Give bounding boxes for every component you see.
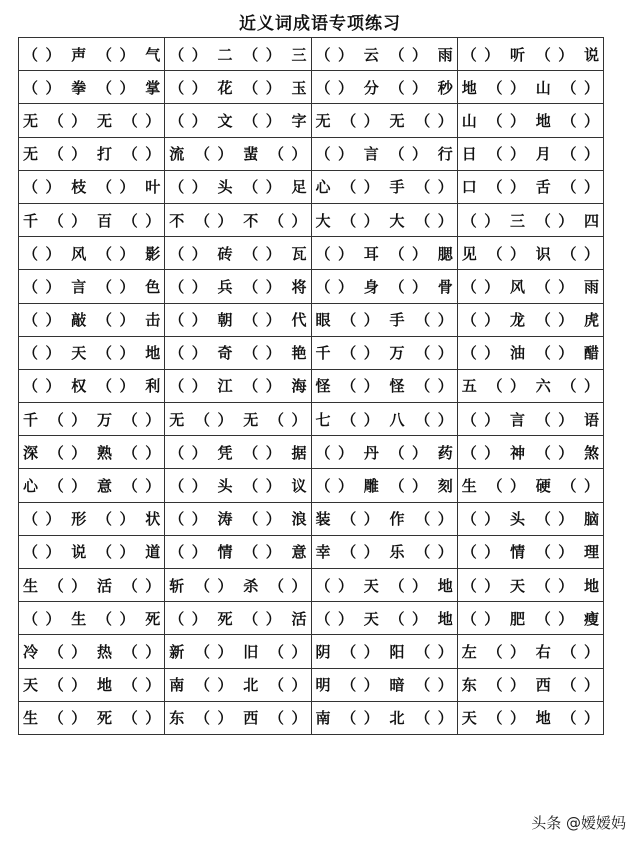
idiom-text: （ ） 分 （ ） 秒 [315,78,453,97]
idiom-cell [19,170,165,203]
idiom-cell [457,535,603,568]
idiom-text: 地 （ ） 山 （ ） [461,78,599,97]
idiom-text: （ ） 头 （ ） 脑 [461,510,599,529]
idiom-cell [457,38,603,71]
idiom-cell [311,502,457,535]
idiom-text: （ ） 涛 （ ） 浪 [169,510,307,529]
idiom-cell [311,203,457,236]
idiom-cell [165,502,311,535]
page-title: 近义词成语专项练习 [239,14,401,34]
worksheet-row [19,535,604,568]
idiom-text: （ ） 头 （ ） 议 [169,477,307,496]
idiom-cell [457,469,603,502]
idiom-text: （ ） 凭 （ ） 据 [169,443,307,462]
idiom-cell [165,602,311,635]
idiom-text: （ ） 死 （ ） 活 [169,609,307,628]
idiom-cell [19,569,165,602]
idiom-cell [165,170,311,203]
idiom-cell [19,502,165,535]
idiom-text: 无 （ ） 无 （ ） [169,410,307,429]
idiom-text: 深 （ ） 熟 （ ） [23,443,161,462]
idiom-text: 生 （ ） 死 （ ） [23,709,161,728]
watermark: 头条 @嫒嫒妈 [531,814,626,832]
idiom-cell [457,701,603,734]
idiom-cell [19,668,165,701]
idiom-text: （ ） 说 （ ） 道 [23,543,161,562]
idiom-cell [165,38,311,71]
idiom-cell [457,336,603,369]
idiom-cell [165,270,311,303]
idiom-cell [19,104,165,137]
idiom-text: （ ） 声 （ ） 气 [23,45,161,64]
idiom-cell [457,668,603,701]
worksheet-row [19,569,604,602]
idiom-text: 南 （ ） 北 （ ） [169,676,307,695]
idiom-cell [311,403,457,436]
idiom-text: （ ） 生 （ ） 死 [23,609,161,628]
idiom-cell [311,38,457,71]
idiom-text: （ ） 天 （ ） 地 [315,576,453,595]
idiom-text: （ ） 兵 （ ） 将 [169,277,307,296]
idiom-text: 新 （ ） 旧 （ ） [169,642,307,661]
idiom-cell [165,668,311,701]
idiom-text: 流 （ ） 蜚 （ ） [169,145,307,164]
idiom-cell [311,71,457,104]
worksheet-row [19,237,604,270]
idiom-text: （ ） 肥 （ ） 瘦 [461,609,599,628]
worksheet-row [19,137,604,170]
idiom-cell [165,336,311,369]
idiom-text: （ ） 形 （ ） 状 [23,510,161,529]
worksheet-row [19,203,604,236]
idiom-text: 东 （ ） 西 （ ） [461,676,599,695]
idiom-text: 日 （ ） 月 （ ） [461,145,599,164]
idiom-text: 无 （ ） 无 （ ） [23,111,161,130]
idiom-cell [19,270,165,303]
idiom-cell [19,203,165,236]
idiom-text: 怪 （ ） 怪 （ ） [315,377,453,396]
idiom-cell [457,203,603,236]
idiom-text: （ ） 雕 （ ） 刻 [315,477,453,496]
idiom-text: （ ） 天 （ ） 地 [315,609,453,628]
idiom-text: 五 （ ） 六 （ ） [461,377,599,396]
worksheet-row [19,336,604,369]
idiom-text: 千 （ ） 百 （ ） [23,211,161,230]
idiom-text: 山 （ ） 地 （ ） [461,111,599,130]
idiom-cell [165,569,311,602]
idiom-text: （ ） 花 （ ） 玉 [169,78,307,97]
idiom-text: 左 （ ） 右 （ ） [461,642,599,661]
idiom-cell [457,104,603,137]
idiom-text: （ ） 言 （ ） 语 [461,410,599,429]
idiom-cell [457,71,603,104]
idiom-cell [311,436,457,469]
idiom-text: （ ） 奇 （ ） 艳 [169,344,307,363]
idiom-text: （ ） 砖 （ ） 瓦 [169,244,307,263]
idiom-cell [19,535,165,568]
idiom-cell [311,270,457,303]
idiom-cell [19,369,165,402]
idiom-text: （ ） 风 （ ） 雨 [461,277,599,296]
idiom-text: 大 （ ） 大 （ ） [315,211,453,230]
idiom-cell [311,569,457,602]
idiom-text: （ ） 枝 （ ） 叶 [23,178,161,197]
idiom-cell [457,369,603,402]
idiom-text: （ ） 二 （ ） 三 [169,45,307,64]
idiom-cell [19,602,165,635]
idiom-text: （ ） 江 （ ） 海 [169,377,307,396]
idiom-cell [457,502,603,535]
idiom-text: 阴 （ ） 阳 （ ） [315,642,453,661]
idiom-text: （ ） 身 （ ） 骨 [315,277,453,296]
idiom-worksheet-table [18,37,604,735]
idiom-cell [311,469,457,502]
idiom-text: 见 （ ） 识 （ ） [461,244,599,263]
idiom-text: 斩 （ ） 杀 （ ） [169,576,307,595]
idiom-cell [19,701,165,734]
idiom-text: 眼 （ ） 手 （ ） [315,311,453,330]
worksheet-row [19,369,604,402]
idiom-cell [311,602,457,635]
worksheet-row [19,701,604,734]
worksheet-row [19,170,604,203]
idiom-cell [311,303,457,336]
idiom-cell [165,104,311,137]
idiom-cell [19,469,165,502]
idiom-cell [311,170,457,203]
idiom-cell [311,535,457,568]
worksheet-row [19,403,604,436]
idiom-cell [19,436,165,469]
idiom-cell [311,369,457,402]
idiom-text: （ ） 听 （ ） 说 [461,45,599,64]
worksheet-row [19,602,604,635]
idiom-text: 心 （ ） 意 （ ） [23,477,161,496]
idiom-text: 七 （ ） 八 （ ） [315,410,453,429]
idiom-text: 装 （ ） 作 （ ） [315,510,453,529]
idiom-cell [19,336,165,369]
idiom-text: （ ） 神 （ ） 煞 [461,443,599,462]
idiom-cell [19,635,165,668]
idiom-text: 心 （ ） 手 （ ） [315,178,453,197]
idiom-text: 生 （ ） 硬 （ ） [461,477,599,496]
idiom-text: （ ） 头 （ ） 足 [169,178,307,197]
idiom-cell [457,602,603,635]
idiom-cell [457,303,603,336]
idiom-cell [165,403,311,436]
idiom-cell [165,436,311,469]
idiom-cell [311,701,457,734]
idiom-cell [457,569,603,602]
idiom-text: （ ） 言 （ ） 色 [23,277,161,296]
worksheet-row [19,502,604,535]
idiom-cell [165,535,311,568]
idiom-text: 千 （ ） 万 （ ） [315,344,453,363]
idiom-cell [311,635,457,668]
idiom-cell [165,701,311,734]
idiom-text: （ ） 拳 （ ） 掌 [23,78,161,97]
idiom-text: （ ） 耳 （ ） 腮 [315,244,453,263]
idiom-cell [457,270,603,303]
worksheet-row [19,38,604,71]
idiom-text: （ ） 三 （ ） 四 [461,211,599,230]
idiom-cell [311,137,457,170]
idiom-cell [19,303,165,336]
idiom-text: 天 （ ） 地 （ ） [461,709,599,728]
idiom-cell [457,137,603,170]
worksheet-row [19,104,604,137]
idiom-cell [457,436,603,469]
idiom-text: （ ） 权 （ ） 利 [23,377,161,396]
worksheet-row [19,303,604,336]
idiom-text: 口 （ ） 舌 （ ） [461,178,599,197]
idiom-cell [165,369,311,402]
worksheet-row [19,71,604,104]
idiom-cell [165,71,311,104]
idiom-text: （ ） 敲 （ ） 击 [23,311,161,330]
idiom-cell [457,403,603,436]
idiom-cell [165,137,311,170]
idiom-text: 天 （ ） 地 （ ） [23,676,161,695]
idiom-cell [19,71,165,104]
idiom-text: 南 （ ） 北 （ ） [315,709,453,728]
worksheet-row [19,436,604,469]
idiom-cell [19,237,165,270]
idiom-cell [19,403,165,436]
idiom-text: 幸 （ ） 乐 （ ） [315,543,453,562]
idiom-cell [311,237,457,270]
idiom-text: 生 （ ） 活 （ ） [23,576,161,595]
idiom-cell [457,170,603,203]
idiom-cell [311,104,457,137]
idiom-text: （ ） 言 （ ） 行 [315,145,453,164]
idiom-text: （ ） 油 （ ） 醋 [461,344,599,363]
idiom-cell [19,137,165,170]
worksheet-row [19,668,604,701]
idiom-cell [165,303,311,336]
worksheet-body [19,38,604,735]
worksheet-row [19,635,604,668]
idiom-text: （ ） 云 （ ） 雨 [315,45,453,64]
idiom-text: （ ） 龙 （ ） 虎 [461,311,599,330]
idiom-cell [311,668,457,701]
idiom-cell [165,203,311,236]
idiom-text: 无 （ ） 无 （ ） [315,111,453,130]
idiom-cell [311,336,457,369]
idiom-cell [19,38,165,71]
idiom-cell [165,469,311,502]
idiom-cell [165,635,311,668]
worksheet-row [19,469,604,502]
idiom-text: （ ） 天 （ ） 地 [461,576,599,595]
idiom-text: 千 （ ） 万 （ ） [23,410,161,429]
idiom-text: 冷 （ ） 热 （ ） [23,642,161,661]
idiom-text: （ ） 情 （ ） 意 [169,543,307,562]
idiom-text: （ ） 丹 （ ） 药 [315,443,453,462]
idiom-cell [457,237,603,270]
idiom-cell [457,635,603,668]
idiom-text: （ ） 文 （ ） 字 [169,111,307,130]
idiom-text: （ ） 风 （ ） 影 [23,244,161,263]
idiom-text: 东 （ ） 西 （ ） [169,709,307,728]
idiom-text: 明 （ ） 暗 （ ） [315,676,453,695]
idiom-text: 无 （ ） 打 （ ） [23,145,161,164]
idiom-text: （ ） 天 （ ） 地 [23,344,161,363]
idiom-text: （ ） 朝 （ ） 代 [169,311,307,330]
worksheet-row [19,270,604,303]
idiom-cell [165,237,311,270]
idiom-text: 不 （ ） 不 （ ） [169,211,307,230]
idiom-text: （ ） 情 （ ） 理 [461,543,599,562]
